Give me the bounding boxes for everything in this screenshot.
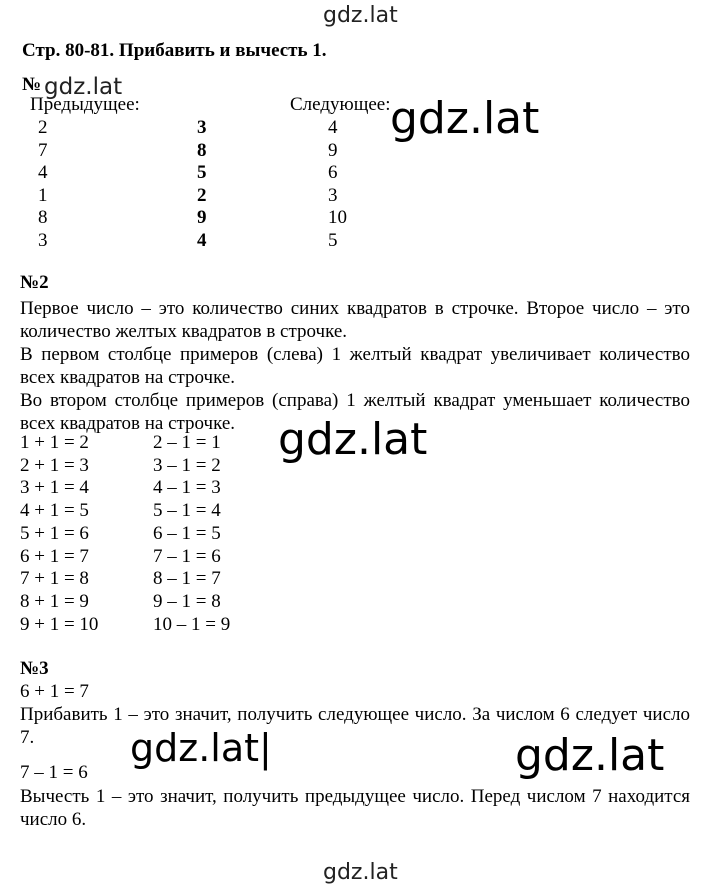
- task1-next-value: 10: [328, 207, 347, 229]
- task3-equation-1: 6 + 1 = 7: [20, 681, 89, 702]
- task1-num-value: 8: [197, 139, 207, 161]
- example-right: 5 – 1 = 4: [153, 500, 221, 522]
- task2-paragraph-1: Первое число – это количество синих квадратов в строчке. Второе число – это количество желтых квадратов в строчке.: [20, 298, 690, 342]
- task3-text-2: Вычесть 1 – это значит, получить предыдущее число. Перед числом 7 находится число 6.: [20, 786, 690, 830]
- example-left: 6 + 1 = 7: [20, 545, 89, 567]
- task1-number: №: [22, 74, 42, 95]
- example-right: 4 – 1 = 3: [153, 477, 221, 499]
- task1-num-value: 3: [197, 117, 207, 138]
- watermark-bottom: gdz.lat: [323, 860, 398, 885]
- example-right: 2 – 1 = 1: [153, 432, 221, 453]
- prev-column-header: Предыдущее:: [30, 94, 140, 115]
- watermark-big-2: gdz.lat: [278, 414, 428, 465]
- example-left: 1 + 1 = 2: [20, 432, 89, 453]
- watermark-big-3: gdz.lat|: [130, 726, 272, 770]
- example-left: 9 + 1 = 10: [20, 613, 99, 635]
- task1-prev-value: 2: [38, 117, 48, 138]
- task1-num-value: 9: [197, 207, 207, 229]
- example-left: 2 + 1 = 3: [20, 454, 89, 476]
- example-right: 8 – 1 = 7: [153, 568, 221, 590]
- task1-next-value: 3: [328, 184, 338, 206]
- watermark-big-4: gdz.lat: [515, 730, 665, 781]
- task1-prev-value: 3: [38, 230, 48, 251]
- example-right: 6 – 1 = 5: [153, 522, 221, 544]
- task2-paragraph-3: Во втором столбце примеров (справа) 1 желтый квадрат уменьшает количество всех квадратов на строчке.: [20, 390, 690, 434]
- next-column-header: Следующее:: [290, 94, 391, 115]
- task1-prev-value: 7: [38, 139, 48, 161]
- example-left: 3 + 1 = 4: [20, 477, 89, 499]
- task1-prev-value: 4: [38, 162, 48, 184]
- example-right: 7 – 1 = 6: [153, 545, 221, 567]
- task1-prev-value: 1: [38, 184, 48, 206]
- task1-num-value: 4: [197, 230, 207, 251]
- task1-next-value: 6: [328, 162, 338, 184]
- example-right: 3 – 1 = 2: [153, 454, 221, 476]
- example-left: 8 + 1 = 9: [20, 590, 89, 612]
- example-right: 9 – 1 = 8: [153, 590, 221, 612]
- example-left: 7 + 1 = 8: [20, 568, 89, 590]
- page-title: Стр. 80-81. Прибавить и вычесть 1.: [22, 40, 327, 61]
- task3-text-1: Прибавить 1 – это значит, получить следующее число. За числом 6 следует число 7.: [20, 704, 690, 748]
- task2-number: №2: [20, 272, 49, 293]
- task1-next-value: 4: [328, 117, 338, 138]
- task1-prev-value: 8: [38, 207, 48, 229]
- watermark-task1: gdz.lat: [44, 74, 123, 100]
- example-left: 4 + 1 = 5: [20, 500, 89, 522]
- watermark-big-1: gdz.lat: [390, 93, 540, 144]
- task1-num-value: 2: [197, 184, 207, 206]
- example-left: 5 + 1 = 6: [20, 522, 89, 544]
- example-right: 10 – 1 = 9: [153, 613, 231, 635]
- task1-next-value: 5: [328, 230, 338, 251]
- task1-next-value: 9: [328, 139, 338, 161]
- watermark-top: gdz.lat: [323, 3, 398, 28]
- task3-equation-2: 7 – 1 = 6: [20, 762, 88, 783]
- task2-paragraph-2: В первом столбце примеров (слева) 1 желтый квадрат увеличивает количество всех квадратов на строчке.: [20, 344, 690, 388]
- task1-num-value: 5: [197, 162, 207, 184]
- task3-number: №3: [20, 658, 49, 679]
